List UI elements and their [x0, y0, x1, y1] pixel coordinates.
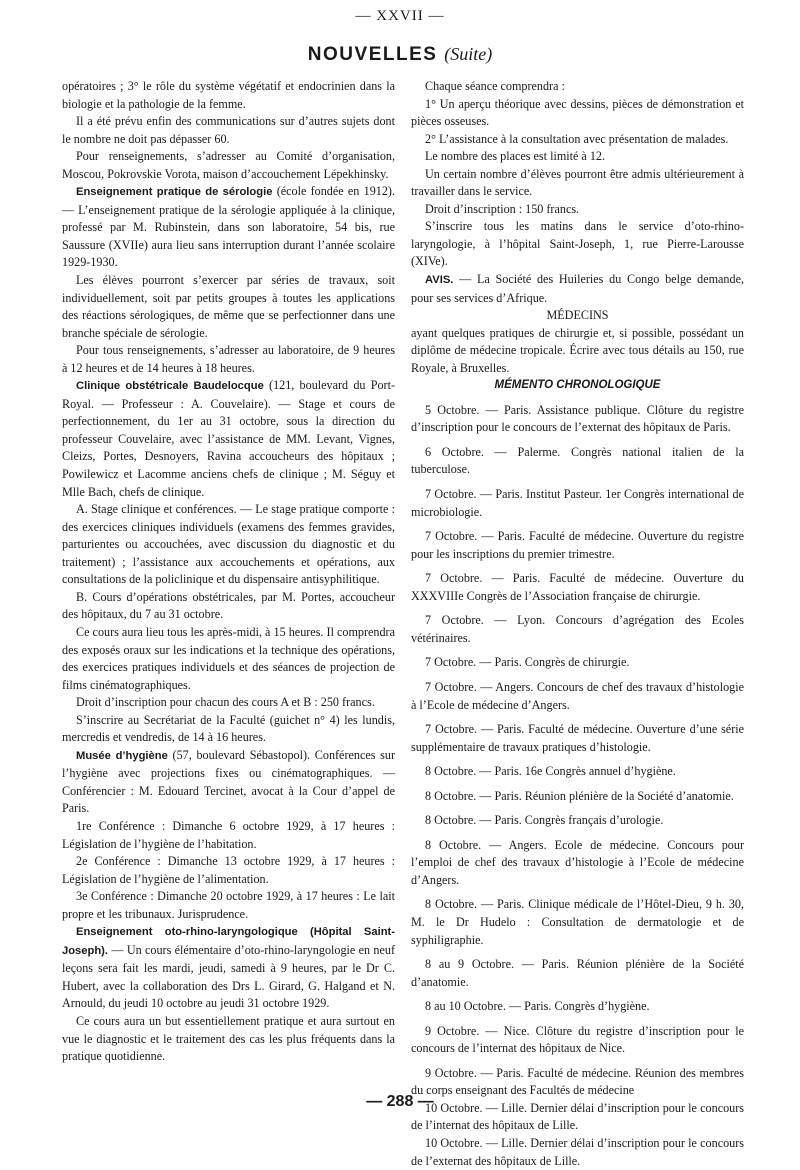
paragraph [62, 113, 395, 148]
paragraph-text: 7 Octobre. — Paris. Faculté de médecine. Ouverture d’une série supplémentaire de travaux pratiques d’histologie. [411, 722, 744, 754]
paragraph [411, 788, 744, 806]
page-number: — 288 — [366, 1093, 434, 1110]
paragraph [411, 78, 744, 96]
paragraph-text: 8 Octobre. — Paris. 16e Congrès annuel d’hygiène. [425, 764, 676, 779]
paragraph-text: 8 Octobre. — Paris. Réunion plénière de la Société d’anatomie. [425, 788, 734, 803]
paragraph-text: 9 Octobre. — Nice. Clôture du registre d’inscription pour le concours de l’internat des hôpitaux de Nice. [411, 1023, 744, 1056]
paragraph [62, 589, 395, 624]
paragraph-heading: AVIS. [425, 274, 454, 287]
paragraph [62, 712, 395, 747]
paragraph-text: 8 au 10 Octobre. — Paris. Congrès d’hygiène. [425, 999, 650, 1014]
paragraph-text: (121, boulevard du Port-Royal. — Professeur : A. Couvelaire). — Stage et cours de perfectionnement, du 1er au 31 octobre, sous la direction du professeur Couvelaire, avec l’assistance de MM. Levant, Vignes, Cleizs, Portes, Desnoyers, Ravina accoucheurs des hôpitaux ; Powilewicz et Lacomme anciens chefs de clinique ; M. Séguy et Mlle Bach, chefs de clinique. [62, 378, 395, 499]
paragraph-heading: Enseignement oto-rhino-laryngologique (Hôpital Saint-Joseph). [62, 926, 395, 957]
paragraph-text: 1re Conférence : Dimanche 6 octobre 1929, à 17 heures : Législation de l’hygiène de l’habitation. [62, 818, 395, 851]
paragraph [62, 818, 395, 853]
paragraph-text: 7 Octobre. — Angers. Concours de chef des travaux d’histologie à l’Ecole de médecine d’Angers. [411, 679, 744, 712]
paragraph-text: Ce cours aura un but essentiellement pratique et aura surtout en vue le diagnostic et le traitement des cas les plus fréquents dans la pratique quotidienne. [62, 1013, 395, 1064]
paragraph-text: 8 Octobre. — Angers. Ecole de médecine. Concours pour l’emploi de chef des travaux d’histologie à l’Ecole de médecine d’Angers. [411, 837, 744, 887]
paragraph-heading: Clinique obstétricale Baudelocque [76, 380, 264, 393]
paragraph [62, 923, 395, 1013]
paragraph [411, 307, 744, 325]
right-column [411, 78, 744, 1170]
paragraph [62, 694, 395, 712]
paragraph [411, 402, 744, 437]
paragraph-text: Ce cours aura lieu tous les après-midi, à 15 heures. Il comprendra des exposés oraux sur les indications et la technique des opérations, des exercices pratiques individuels et des séances de projection de films cinématographiques. [62, 624, 395, 692]
paragraph [411, 998, 744, 1016]
paragraph-text: 9 Octobre. — Paris. Faculté de médecine. Réunion des membres du corps enseignant des Facultés de médecine [411, 1065, 744, 1098]
paragraph [411, 721, 744, 756]
paragraph-text: Les élèves pourront s’exercer par séries de travaux, soit individuellement, soit par petits groupes à toutes les applications des réactions sérologiques, de même que se perfectionner dans une branche spéciale de sérologie. [62, 273, 395, 340]
paragraph [411, 486, 744, 521]
paragraph-text: 8 Octobre. — Paris. Congrès français d’urologie. [425, 813, 664, 828]
paragraph [411, 148, 744, 166]
paragraph-text: 8 Octobre. — Paris. Clinique médicale de l’Hôtel-Dieu, 9 h. 30, M. le Dr Hudelo : Consultation de dermatologie et de syphiligraphie. [411, 897, 744, 947]
paragraph [411, 837, 744, 890]
memento-heading [411, 377, 744, 395]
paragraph [411, 1135, 744, 1170]
paragraph [411, 528, 744, 563]
paragraph-text: Droit d’inscription pour chacun des cours A et B : 250 francs. [76, 695, 375, 710]
paragraph-text: 7 Octobre. — Paris. Institut Pasteur. 1er Congrès international de microbiologie. [411, 487, 744, 519]
paragraph-text: MÉDECINS [546, 308, 609, 323]
paragraph-text: 7 Octobre. — Paris. Congrès de chirurgie. [425, 655, 630, 670]
paragraph [411, 612, 744, 647]
section-title [0, 44, 800, 66]
paragraph-text: 8 au 9 Octobre. — Paris. Réunion plénière de la Société d’anatomie. [411, 957, 744, 989]
paragraph [62, 78, 395, 113]
paragraph [62, 183, 395, 272]
paragraph-text: (école fondée en 1912). — L’enseignement pratique de la sérologie appliquée à la clinique, professé par M. Rubinstein, dans son laboratoire, 54 bis, rue Saussure (XVIIe) aura lieu sans interruption durant l’année scolaire 1929-1930. [62, 184, 395, 270]
paragraph-text: — La Société des Huileries du Congo belge demande, pour ses services d’Afrique. [411, 272, 744, 305]
paragraph-text: 10 Octobre. — Lille. Dernier délai d’inscription pour le concours de l’internat des hôpitaux de Lille. [411, 1100, 744, 1133]
paragraph-text: 3e Conférence : Dimanche 20 octobre 1929, à 17 heures : Le lait propre et les tribunaux. Jurisprudence. [62, 889, 395, 921]
paragraph-text: S’inscrire tous les matins dans le service d’oto-rhino-laryngologie, à l’hôpital Saint-Joseph, 1, rue Pierre-Larousse (XIVe). [411, 219, 744, 269]
paragraph [62, 1013, 395, 1066]
paragraph [411, 763, 744, 781]
paragraph [62, 624, 395, 694]
paragraph-heading: Musée d’hygiène [76, 749, 168, 762]
paragraph-text: B. Cours d’opérations obstétricales, par M. Portes, accoucheur des hôpitaux, du 7 au 31 octobre. [62, 589, 395, 622]
paragraph [411, 679, 744, 714]
paragraph [62, 747, 395, 818]
running-header: — XXVII — [355, 8, 445, 24]
paragraph [411, 812, 744, 830]
section-title-suffix: (Suite) [444, 44, 493, 64]
paragraph [411, 271, 744, 307]
paragraph-text: (57, boulevard Sébastopol). Conférences sur l’hygiène avec projections fixes ou cinématographiques. — Conférencier : M. Edouard Tercinet, avocat à la Cour d’appel de Paris. [62, 747, 395, 816]
paragraph-text: Droit d’inscription : 150 francs. [425, 201, 580, 216]
paragraph-text: Il a été prévu enfin des communications sur d’autres sujets dont le nombre ne doit pas dépasser 60. [62, 114, 395, 146]
paragraph-text: Pour tous renseignements, s’adresser au laboratoire, de 9 heures à 12 heures et de 14 heures à 18 heures. [62, 343, 395, 375]
paragraph-text: Chaque séance comprendra : [425, 79, 565, 93]
paragraph [62, 888, 395, 923]
paragraph-text: 2e Conférence : Dimanche 13 octobre 1929, à 17 heures : Législation de l’hygiène de l’alimentation. [62, 854, 395, 886]
paragraph-text: Un certain nombre d’élèves pourront être admis ultérieurement à travailler dans le service. [411, 166, 744, 199]
paragraph-text: Pour renseignements, s’adresser au Comité d’organisation, Moscou, Pokrovskie Vorota, maison d’accouchement Lépekhinsky. [62, 149, 395, 181]
paragraph [62, 148, 395, 183]
paragraph [62, 853, 395, 888]
paragraph [411, 654, 744, 672]
paragraph-text: A. Stage clinique et conférences. — Le stage pratique comporte : des exercices cliniques individuels (examens des femmes gravides, parturientes ou accouchées, avec discussion du diagnostic et du traitement) ; l’assistance aux accouchements et opérations, aux consultations de la policlinique et du dispensaire antisyphilitique. [62, 502, 395, 587]
paragraph [411, 218, 744, 271]
paragraph [411, 896, 744, 949]
paragraph [411, 96, 744, 131]
paragraph [411, 570, 744, 605]
paragraph-text: 1° Un aperçu théorique avec dessins, pièces de démonstration et pièces osseuses. [411, 96, 744, 129]
paragraph-text: 10 Octobre. — Lille. Dernier délai d’inscription pour le concours de l’externat des hôpitaux de Lille. [411, 1135, 744, 1168]
section-title-text: NOUVELLES [307, 44, 438, 65]
paragraph [411, 444, 744, 479]
paragraph-text: 2° L’assistance à la consultation avec présentation de malades. [425, 131, 729, 146]
paragraph [62, 377, 395, 501]
paragraph-heading: Enseignement pratique de sérologie [76, 186, 273, 199]
paragraph [411, 325, 744, 378]
paragraph [62, 272, 395, 342]
paragraph [62, 342, 395, 377]
paragraph [411, 166, 744, 201]
paragraph [411, 956, 744, 991]
paragraph [62, 501, 395, 589]
paragraph-text: 7 Octobre. — Paris. Faculté de médecine. Ouverture du XXXVIIIe Congrès de l’Association française de chirurgie. [411, 571, 744, 603]
paragraph-text: — Un cours élémentaire d’oto-rhino-laryngologie en neuf leçons sera fait les mardi, jeudi, samedi à 9 heures, par le Dr C. Hubert, avec la collaboration des Drs L. Girard, G. Halgand et N. Arnould, du jeudi 10 octobre au jeudi 31 octobre 1929. [62, 942, 395, 1011]
paragraph-text: ayant quelques pratiques de chirurgie et, si possible, possédant un diplôme de médecine tropicale. Écrire avec tous détails au 150, rue Royale, à Bruxelles. [411, 325, 744, 375]
paragraph-text: Le nombre des places est limité à 12. [425, 149, 606, 164]
paragraph-text: 7 Octobre. — Lyon. Concours d’agrégation des Ecoles vétérinaires. [411, 613, 744, 645]
left-column [62, 78, 395, 1066]
paragraph-text: 6 Octobre. — Palerme. Congrès national italien de la tuberculose. [411, 444, 744, 477]
paragraph [411, 201, 744, 219]
paragraph-text: opératoires ; 3° le rôle du système végétatif et endocrinien dans la biologie et la pathologie de la femme. [62, 79, 395, 111]
paragraph-text: 5 Octobre. — Paris. Assistance publique. Clôture du registre d’inscription pour le concours de l’externat des hôpitaux de Paris. [411, 402, 744, 435]
paragraph [411, 131, 744, 149]
paragraph [411, 1023, 744, 1058]
paragraph-text: S’inscrire au Secrétariat de la Faculté (guichet n° 4) les lundis, mercredis et vendredis, de 14 à 16 heures. [62, 712, 395, 745]
paragraph-text: MÉMENTO CHRONOLOGIQUE [494, 379, 661, 392]
paragraph-text: 7 Octobre. — Paris. Faculté de médecine. Ouverture du registre pour les inscriptions du premier trimestre. [411, 529, 744, 561]
